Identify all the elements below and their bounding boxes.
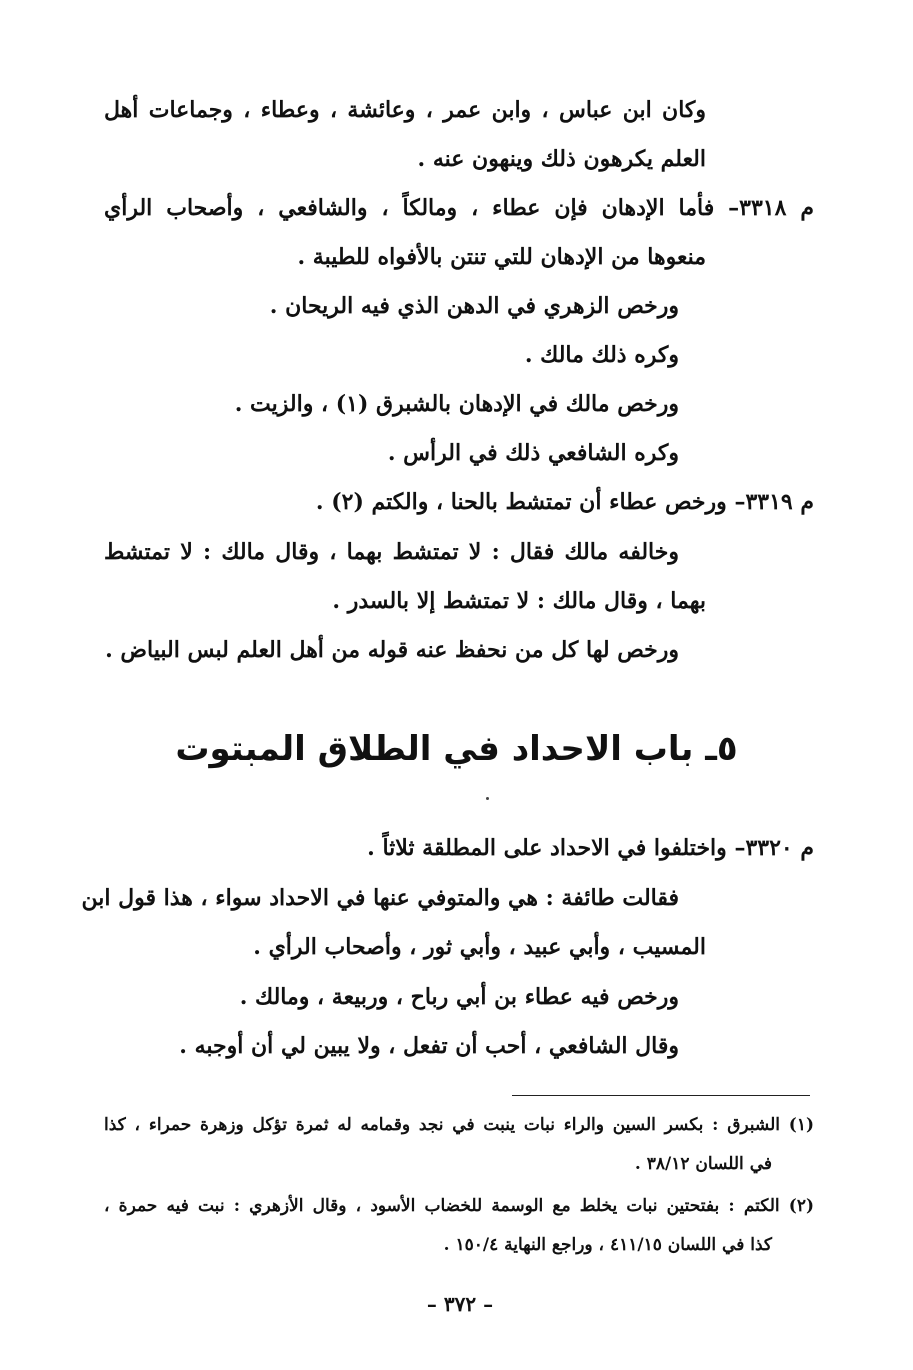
text-line: العلم يكرهون ذلك وينهون عنه . xyxy=(417,146,706,172)
text-line: بهما ، وقال مالك : لا تمتشط إلا بالسدر . xyxy=(332,588,706,614)
text-line-with-footnote-1: ورخص مالك في الإدهان بالشبرق (١) ، والزيت . xyxy=(234,391,679,417)
text-line: ورخص الزهري في الدهن الذي فيه الريحان . xyxy=(269,293,679,319)
text-line: المسيب ، وأبي عبيد ، وأبي ثور ، وأصحاب الرأي . xyxy=(253,934,706,960)
paragraph-m3320-line: م ٣٣٢٠– واختلفوا في الاحداد على المطلقة ثلاثاً . xyxy=(367,835,814,861)
page-number: – ٣٧٢ – xyxy=(426,1292,494,1316)
text-line: ورخص لها كل من نحفظ عنه قوله من أهل العلم لبس البياض . xyxy=(105,637,679,663)
footnote-divider xyxy=(512,1095,810,1096)
paragraph-m3319-line: م ٣٣١٩– ورخص عطاء أن تمتشط بالحنا ، والكتم (٢) . xyxy=(315,489,814,515)
decorative-dot xyxy=(486,797,489,800)
text-line: ورخص فيه عطاء بن أبي رباح ، وربيعة ، ومالك . xyxy=(239,984,679,1010)
paragraph-m3318-line: م ٣٣١٨– فأما الإدهان فإن عطاء ، ومالكاً ، والشافعي ، وأصحاب الرأي xyxy=(104,195,815,221)
chapter-heading: ٥ـ باب الاحداد في الطلاق المبتوت xyxy=(175,729,738,769)
text-line: منعوها من الإدهان للتي تنتن بالأفواه للطيبة . xyxy=(297,244,706,270)
footnote-2-line: (٢) الكتم : بفتحتين نبات يخلط مع الوسمة للخضاب الأسود ، وقال الأزهري : نبت فيه حمرة ، xyxy=(104,1196,814,1216)
footnote-1-line: (١) الشبرق : بكسر السين والراء نبات ينبت في نجد وقمامه له ثمرة تؤكل وزهرة حمراء ، كذا xyxy=(104,1115,814,1135)
text-line: وكره الشافعي ذلك في الرأس . xyxy=(387,440,679,466)
footnote-1-continuation: في اللسان ٣٨/١٢ . xyxy=(634,1154,772,1174)
text-line: فقالت طائفة : هي والمتوفي عنها في الاحداد سواء ، هذا قول ابن xyxy=(81,885,679,911)
text-line: وكان ابن عباس ، وابن عمر ، وعائشة ، وعطاء ، وجماعات أهل xyxy=(104,97,706,123)
footnote-2-continuation: كذا في اللسان ٤١١/١٥ ، وراجع النهاية ١٥٠/٤ . xyxy=(443,1235,772,1255)
text-line: وقال الشافعي ، أحب أن تفعل ، ولا يبين لي أن أوجبه . xyxy=(179,1033,679,1059)
text-line: وخالفه مالك فقال : لا تمتشط بهما ، وقال مالك : لا تمتشط xyxy=(104,539,679,565)
text-line: وكره ذلك مالك . xyxy=(524,342,679,368)
